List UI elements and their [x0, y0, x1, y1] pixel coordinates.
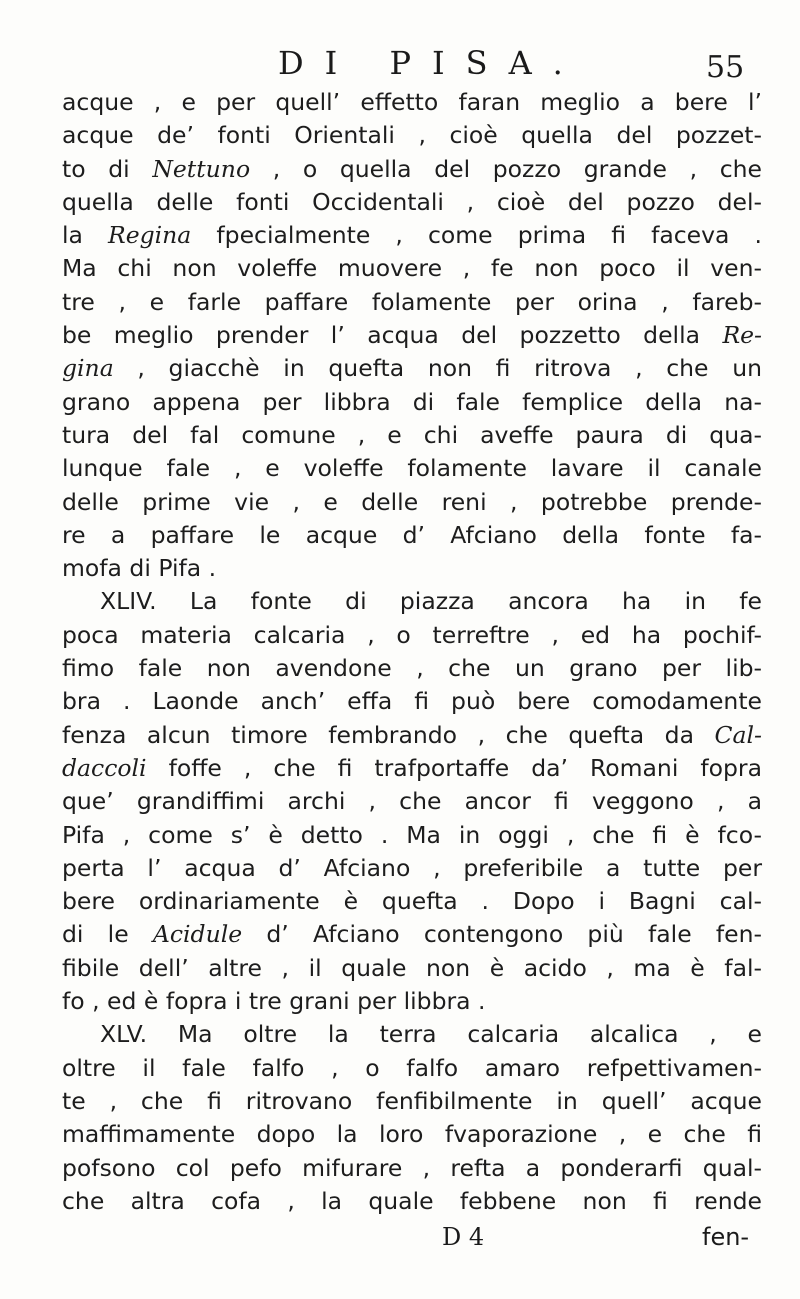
text-line: fibile dell’ altre , il quale non è acido , ma è fal-: [62, 953, 762, 982]
text-line: que’ grandiffimi archi , che ancor fi veggono , a: [62, 787, 762, 816]
text-line: la Regina fpecialmente , come prima fi faceva .: [62, 221, 762, 250]
page-footer: [62, 1223, 762, 1257]
text-line: poca materia calcaria , o terreftre , ed ha pochif-: [62, 620, 762, 649]
text-line: Ma chi non voleffe muovere , fe non poco il ven-: [62, 254, 762, 283]
text-line: bere ordinariamente è quefta . Dopo i Bagni cal-: [62, 887, 762, 916]
running-title: DI PISA.: [278, 44, 584, 82]
text-line: gina , giacchè in quefta non fi ritrova , che un: [62, 354, 762, 383]
text-line: Pifa , come s’ è detto . Ma in oggi , che fi è fco-: [62, 820, 762, 849]
catchword: fen-: [702, 1223, 750, 1251]
text-line: grano appena per libbra di fale femplice della na-: [62, 387, 762, 416]
section-heading-line: XLV. Ma oltre la terra calcaria alcalica , e: [100, 1020, 762, 1049]
page-number: 55: [706, 50, 745, 85]
italic-term: Regina: [108, 221, 192, 250]
body-text: [62, 86, 762, 1218]
text-line: fimo fale non avendone , che un grano per lib-: [62, 654, 762, 683]
text-line: tura del fal comune , e chi aveffe paura di qua-: [62, 420, 762, 449]
text-line: re a paffare le acque d’ Afciano della fonte fa-: [62, 520, 762, 549]
text-line: fenza alcun timore fembrando , che quefta da Cal-: [62, 720, 762, 749]
text-line: oltre il fale falfo , o falfo amaro refpettivamen-: [62, 1053, 762, 1082]
text-line: be meglio prender l’ acqua del pozzetto della Re-: [62, 321, 762, 350]
text-line: maffimamente dopo la loro fvaporazione , e che fi: [62, 1120, 762, 1149]
italic-term: gina: [62, 354, 114, 383]
text-line: daccoli foffe , che fi trafportaffe da’ Romani fopra: [62, 753, 762, 782]
section-heading-line: XLIV. La fonte di piazza ancora ha in fe: [100, 587, 762, 616]
italic-term: Re-: [722, 321, 762, 350]
italic-term: Nettuno: [152, 154, 251, 183]
signature-mark: D 4: [442, 1223, 485, 1251]
text-line: tre , e farle paffare folamente per orina , fareb-: [62, 287, 762, 316]
text-line: di le Acidule d’ Afciano contengono più fale fen-: [62, 920, 762, 949]
text-line: perta l’ acqua d’ Afciano , preferibile a tutte per: [62, 853, 762, 882]
text-line: acque , e per quell’ effetto faran meglio a bere l’: [62, 88, 762, 116]
text-line: mofa di Pifa .: [62, 554, 217, 583]
text-line: fo , ed è fopra i tre grani per libbra .: [62, 987, 486, 1016]
italic-term: daccoli: [62, 753, 147, 782]
text-line: to di Nettuno , o quella del pozzo grande , che: [62, 154, 762, 183]
text-line: quella delle fonti Occidentali , cioè del pozzo del-: [62, 187, 762, 216]
text-line: che altra cofa , la quale febbene non fi rende: [62, 1186, 762, 1215]
text-line: acque de’ fonti Orientali , cioè quella del pozzet-: [62, 121, 762, 150]
italic-term: Acidule: [152, 920, 243, 949]
text-line: lunque fale , e voleffe folamente lavare il canale: [62, 454, 762, 483]
text-line: te , che fi ritrovano fenfibilmente in quell’ acque: [62, 1086, 762, 1115]
italic-term: Cal-: [714, 720, 762, 749]
text-line: delle prime vie , e delle reni , potrebbe prende-: [62, 487, 762, 516]
text-line: pofsono col pefo mifurare , refta a ponderarfi qual-: [62, 1153, 762, 1182]
text-line: bra . Laonde anch’ effa fi può bere comodamente: [62, 687, 762, 716]
